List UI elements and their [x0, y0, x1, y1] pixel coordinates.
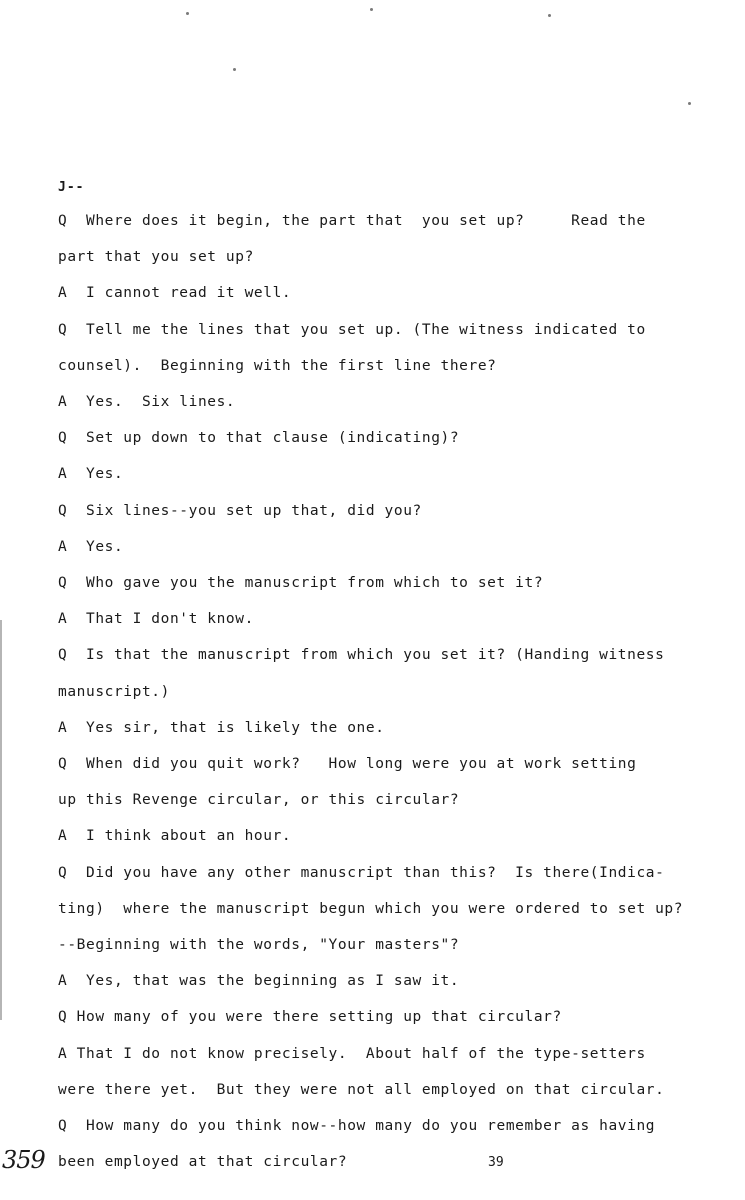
transcript-line: counsel). Beginning with the first line there? [58, 357, 497, 374]
speck [233, 68, 236, 71]
page-number: 39 [488, 1155, 504, 1170]
handwritten-page-note: 359 [2, 1146, 45, 1174]
transcript-line: Q How many of you were there setting up that circular? [58, 1009, 562, 1026]
speck [186, 12, 189, 15]
transcript-line: Q Where does it begin, the part that you set up? Read the [58, 213, 646, 229]
transcript-line: Q Did you have any other manuscript than this? Is there(Indica- [58, 864, 665, 881]
transcript-line: ting) where the manuscript begun which you were ordered to set up? [58, 900, 684, 917]
transcript-line: A Yes. [58, 466, 124, 483]
transcript-line: A I cannot read it well. [58, 285, 292, 302]
transcript-line: A I think about an hour. [58, 828, 292, 845]
transcript-line: been employed at that circular? [58, 1154, 348, 1171]
transcript-line: Q When did you quit work? How long were you at work setting [58, 756, 637, 772]
transcript-line: A Yes sir, that is likely the one. [58, 719, 385, 736]
transcript-line: A Yes. Six lines. [58, 394, 236, 410]
transcript-line: A Yes, that was the beginning as I saw it. [58, 973, 460, 990]
transcript-line: Q Who gave you the manuscript from which to set it? [58, 575, 544, 591]
speck [548, 14, 551, 17]
transcript-line: were there yet. But they were not all employed on that circular. [58, 1081, 665, 1098]
speck [370, 8, 373, 11]
transcript-line: manuscript.) [58, 683, 170, 700]
transcript-line: Q How many do you think now--how many do you remember as having [58, 1118, 656, 1134]
transcript-line: Q Set up down to that clause (indicating)? [58, 430, 460, 447]
page-edge-mark [0, 620, 2, 1020]
speck [688, 102, 691, 105]
transcript-line: Q Tell me the lines that you set up. (The witness indicated to [58, 321, 646, 338]
transcript-line: --Beginning with the words, "Your masters"? [58, 937, 460, 953]
transcript-line: Q Is that the manuscript from which you set it? (Handing witness [58, 647, 665, 664]
transcript-line: up this Revenge circular, or this circular? [58, 792, 460, 809]
transcript-line: A That I do not know precisely. About half of the type-setters [58, 1045, 646, 1062]
transcript-line: A That I don't know. [58, 611, 254, 628]
page-header-mark: J-- [58, 180, 85, 195]
transcript-line: part that you set up? [58, 249, 254, 266]
transcript-line: Q Six lines--you set up that, did you? [58, 502, 422, 519]
transcript-line: A Yes. [58, 538, 124, 555]
